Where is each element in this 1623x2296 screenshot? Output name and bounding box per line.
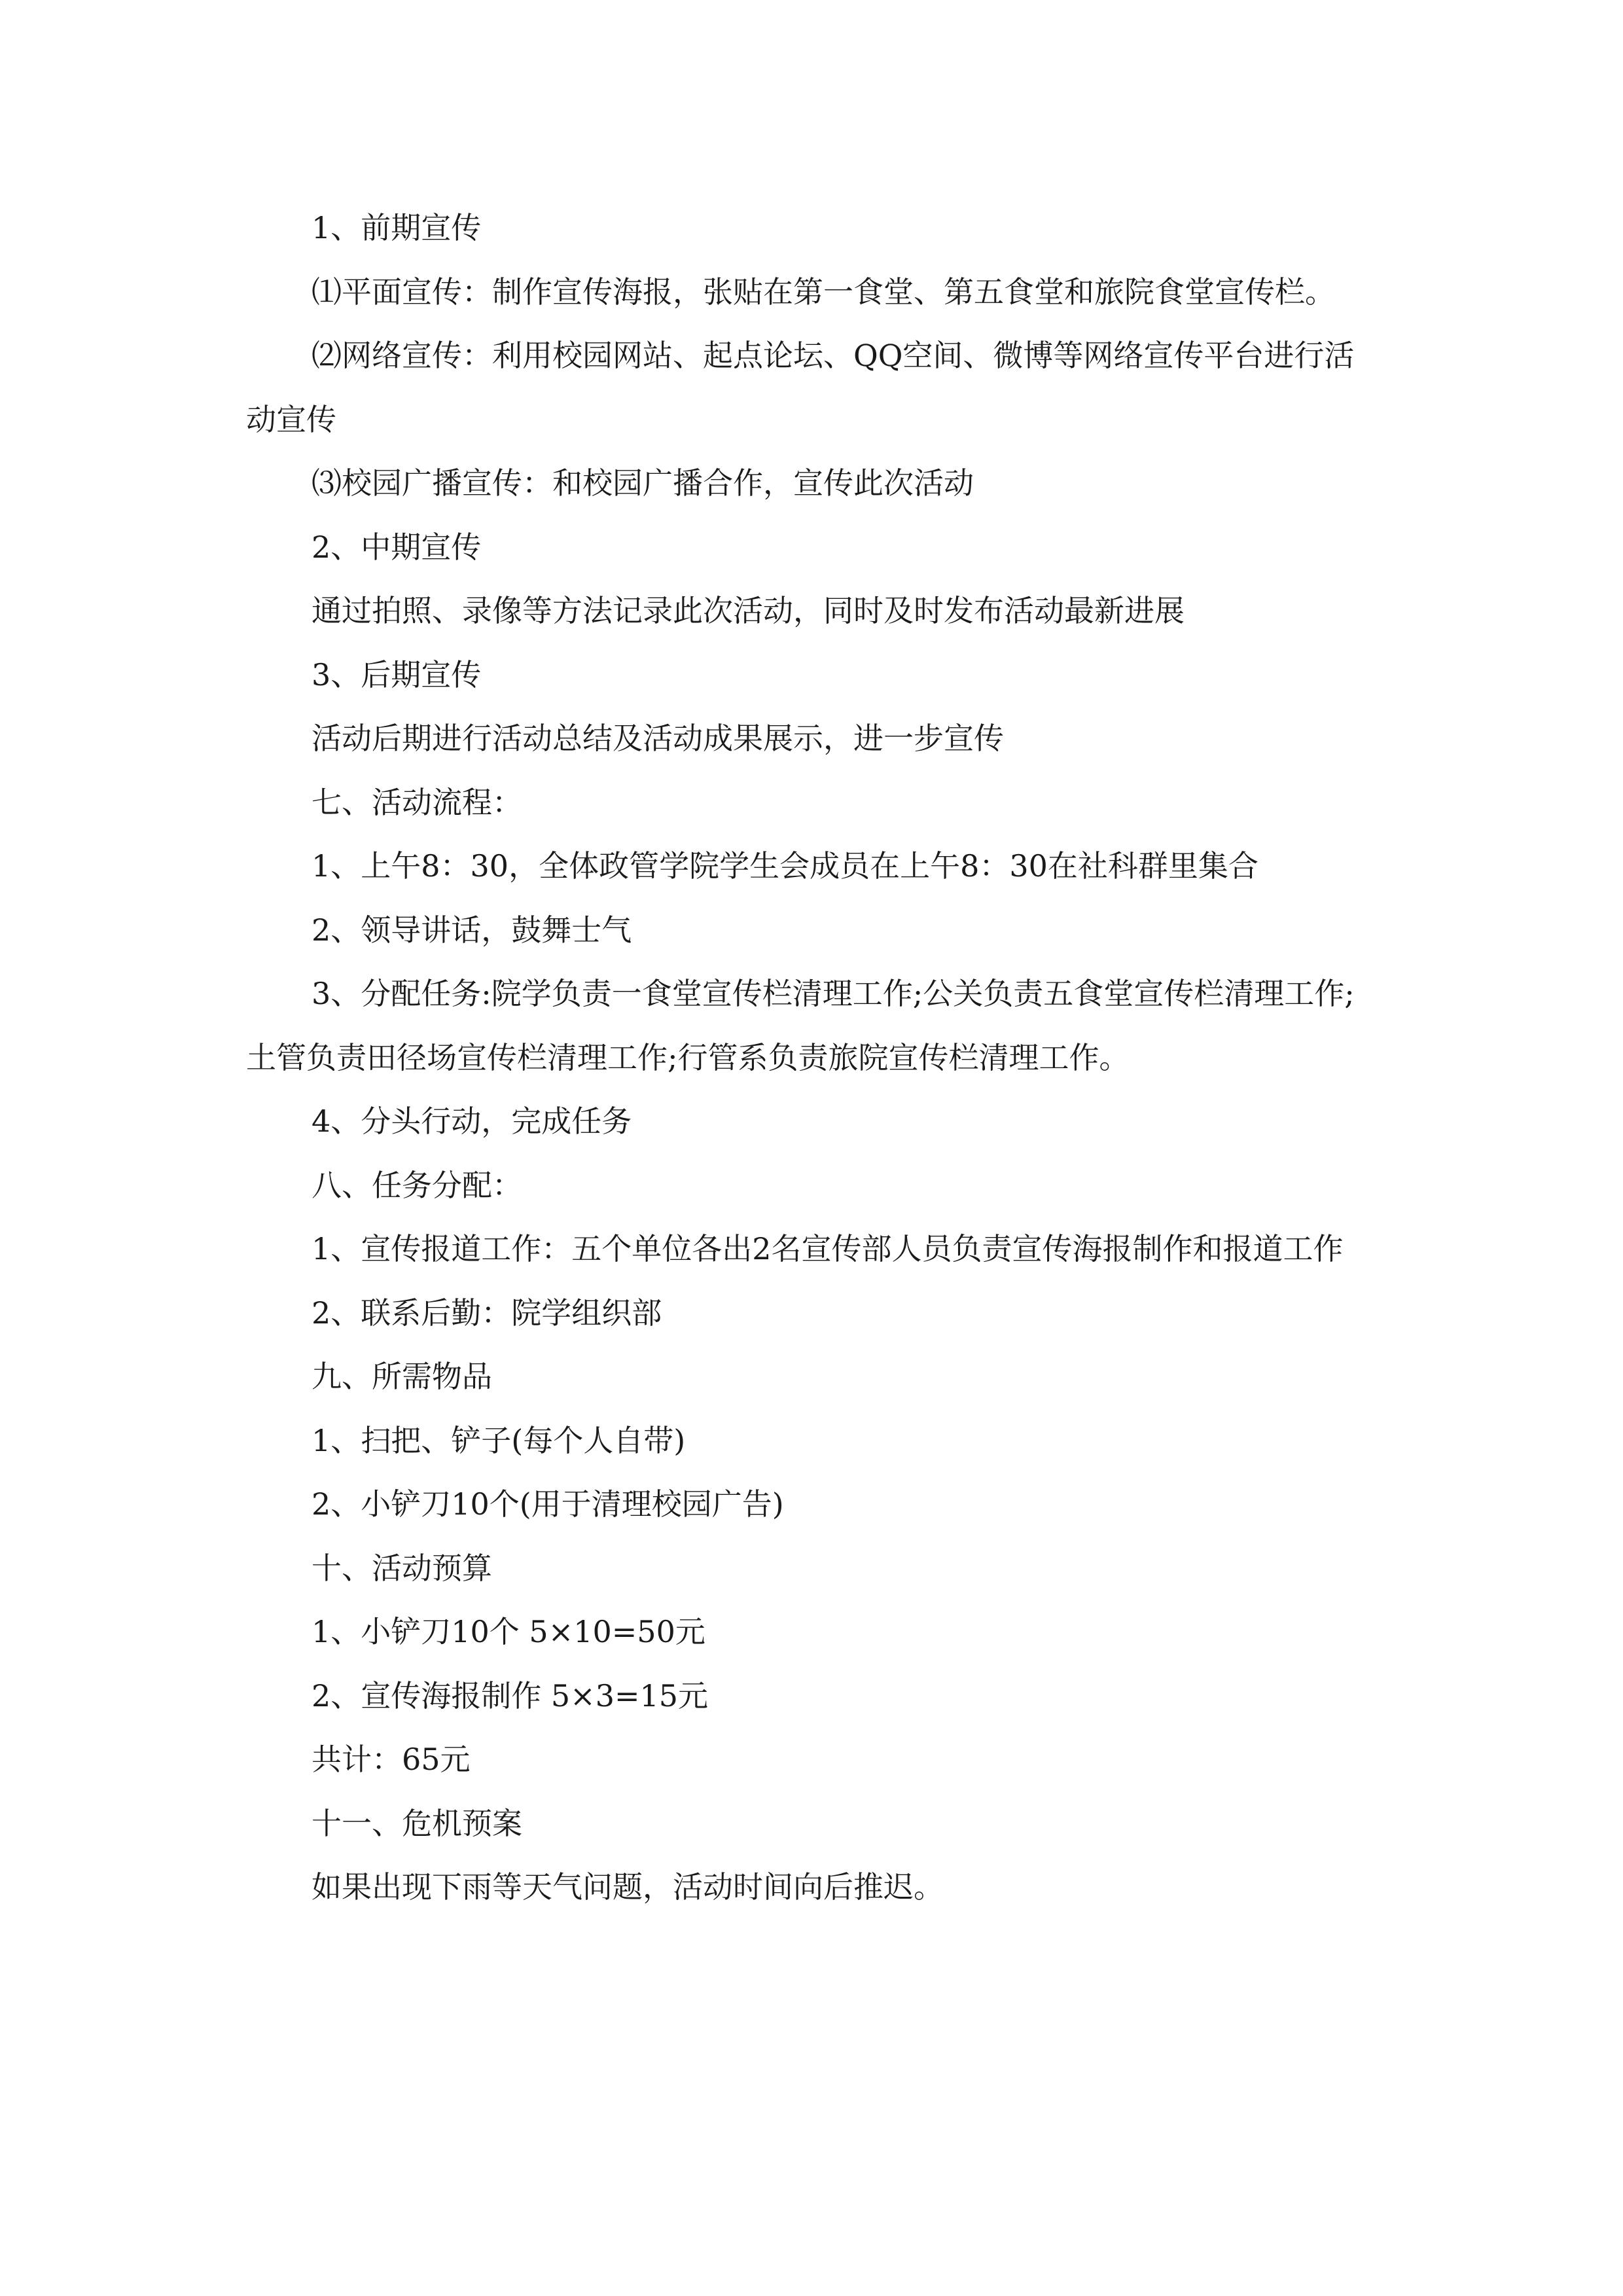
budget-total: 共计：65元: [312, 1742, 471, 1777]
section-heading-activity-process: 七、活动流程：: [312, 784, 522, 820]
task-item-2: 2、联系后勤：院学组织部: [312, 1295, 662, 1331]
section-heading-task-assignment: 八、任务分配：: [312, 1167, 522, 1203]
process-step-4: 4、分头行动，完成任务: [312, 1103, 632, 1139]
document-body: [246, 196, 1378, 1920]
supply-item-1: 1、扫把、铲子(每个人自带): [312, 1422, 686, 1458]
print-publicity-item: ⑴平面宣传：制作宣传海报，张贴在第一食堂、第五食堂和旅院食堂宣传栏。: [312, 274, 1335, 310]
late-publicity-text: 活动后期进行活动总结及活动成果展示，进一步宣传: [312, 721, 1004, 756]
contingency-text: 如果出现下雨等天气问题，活动时间向后推迟。: [312, 1869, 944, 1905]
process-step-1: 1、上午8：30，全体政管学院学生会成员在上午8：30在社科群里集合: [312, 848, 1258, 884]
process-step-2: 2、领导讲话，鼓舞士气: [312, 912, 632, 948]
process-step-3: 3、分配任务:院学负责一食堂宣传栏清理工作;公关负责五食堂宣传栏清理工作;土管负责田径场宣传栏清理工作;行管系负责旅院宣传栏清理工作。: [246, 976, 1355, 1075]
online-publicity-item: ⑵网络宣传：利用校园网站、起点论坛、QQ空间、微博等网络宣传平台进行活动宣传: [246, 338, 1355, 437]
heading-late-publicity: 3、后期宣传: [312, 656, 482, 692]
section-heading-budget: 十、活动预算: [312, 1550, 492, 1586]
supply-item-2: 2、小铲刀10个(用于清理校园广告): [312, 1486, 784, 1522]
budget-item-1: 1、小铲刀10个 5×10=50元: [312, 1614, 705, 1649]
radio-publicity-item: ⑶校园广播宣传：和校园广播合作，宣传此次活动: [312, 465, 974, 501]
section-heading-supplies: 九、所需物品: [312, 1359, 492, 1394]
heading-mid-publicity: 2、中期宣传: [312, 529, 482, 565]
mid-publicity-text: 通过拍照、录像等方法记录此次活动，同时及时发布活动最新进展: [312, 593, 1185, 628]
section-heading-contingency: 十一、危机预案: [312, 1805, 522, 1841]
heading-early-publicity: 1、前期宣传: [312, 210, 482, 245]
budget-item-2: 2、宣传海报制作 5×3=15元: [312, 1677, 709, 1713]
task-item-1: 1、宣传报道工作：五个单位各出2名宣传部人员负责宣传海报制作和报道工作: [312, 1231, 1344, 1266]
